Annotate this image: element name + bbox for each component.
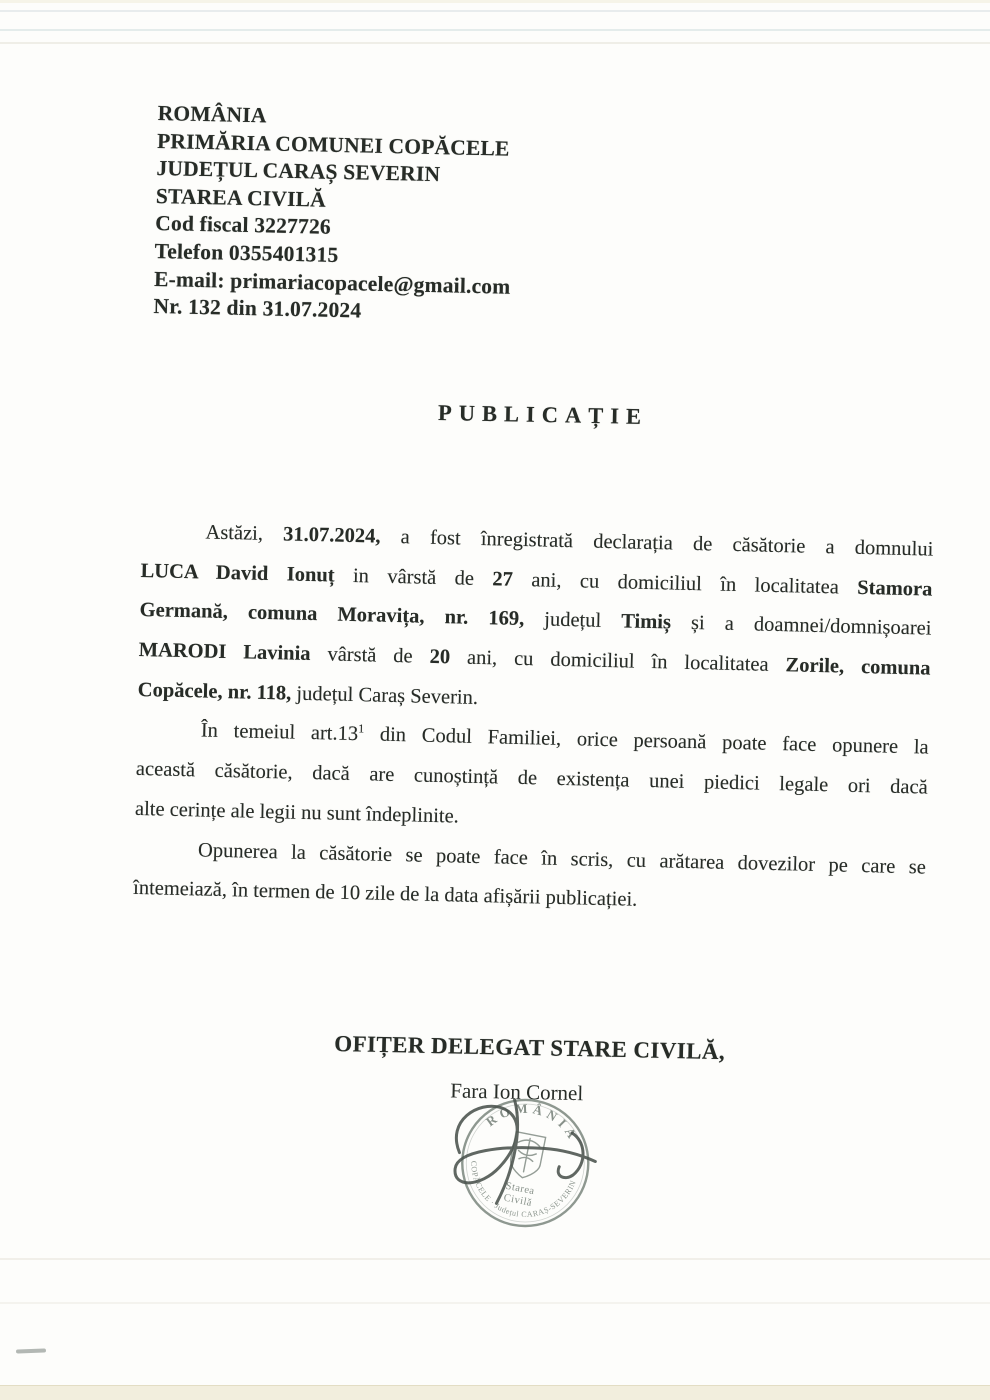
text-segment: și a doamnei/domnișoarei [670, 611, 932, 641]
scan-artifact-line [0, 42, 990, 44]
document-body [133, 512, 934, 927]
text-segment: ani, cu domiciliul în localitatea [512, 568, 858, 599]
text-line: Opunerea la căsătorie se poate face în scris, cu arătarea dovezilor pe care se [197, 838, 927, 879]
text-segment: in vârstă de [334, 564, 493, 590]
text-line: alte cerințe ale legii nu sunt îndeplinite. [134, 797, 460, 828]
stamp-center-text-line2: Civilă [502, 1192, 533, 1209]
text-line: această căsătorie, dacă are cunoștință de existența unei piedici legale ori dacă [135, 758, 928, 799]
header-line-cityhall: PRIMĂRIA COMUNEI COPĂCELE [156, 128, 510, 161]
header-line-email: E-mail: primariacopacele@gmail.com [153, 266, 511, 299]
scan-artifact-line [0, 10, 990, 12]
paragraph-legal-basis [135, 710, 930, 848]
scan-artifact-bottom-strip [0, 1385, 990, 1400]
text-segment-bold: LUCA David Ionuț [140, 559, 335, 587]
header-line-county: JUDEȚUL CARAȘ SEVERIN [156, 156, 441, 187]
header-line-phone: Telefon 0355401315 [154, 238, 339, 267]
stamp-center-text-line1: Starea [504, 1180, 536, 1198]
text-segment-bold: 27 [492, 567, 514, 591]
text-segment-bold: Timiș [620, 610, 672, 634]
header-line-fiscal: Cod fiscal 3227726 [155, 211, 332, 240]
text-segment: În temeiul art.13 [200, 719, 359, 746]
scan-artifact-line [0, 29, 990, 31]
text-segment: ani, cu domiciliul în localitatea [449, 646, 786, 677]
stamp-arc-bottom-text: COPĂCELE · Județul CARAȘ-SEVERIN [469, 1160, 578, 1220]
text-segment-bold: Copăcele, nr. 118, [137, 678, 292, 705]
handwritten-signature [424, 1090, 637, 1224]
text-segment-bold: 20 [429, 645, 451, 669]
text-segment: vârstă de [310, 643, 430, 668]
scan-artifact-top-strip [0, 0, 990, 3]
signatory-name: Fara Ion Cornel [450, 1078, 584, 1106]
text-segment-bold: Germană, comuna Moravița, nr. 169, [139, 599, 525, 631]
signature-stroke [496, 1099, 518, 1203]
signature-block [0, 1024, 990, 1365]
text-segment: din Codul Familiei, orice persoană poate face opunere la [363, 723, 929, 760]
scan-artifact-dash [16, 1348, 46, 1353]
text-segment: județul Caraș Severin. [291, 682, 479, 709]
document-title: PUBLICAȚIE [437, 399, 649, 430]
text-segment-bold: MARODI Lavinia [138, 639, 311, 666]
header-line-office: STAREA CIVILĂ [155, 183, 327, 212]
paragraph-declaration [137, 512, 933, 729]
stamp-arc-top-text: ROMÂNIA [483, 1100, 582, 1145]
text-segment-bold: 31.07.2024, [282, 523, 381, 548]
text-segment: Astăzi, [205, 521, 284, 546]
header-line-country: ROMÂNIA [157, 100, 267, 128]
issuer-header [153, 100, 514, 328]
header-line-regnumber: Nr. 132 din 31.07.2024 [153, 294, 362, 323]
text-segment-bold: Stamora [857, 576, 933, 601]
text-segment: județul [523, 608, 622, 633]
text-line: întemeiază, în termen de 10 zile de la data afișării publicației. [132, 877, 638, 911]
text-segment-bold: Zorile, comuna [785, 654, 931, 680]
text-segment: a fost înregistrată declarația de căsătorie a domnului [380, 525, 934, 561]
signatory-title: OFIȚER DELEGAT STARE CIVILĂ, [334, 1030, 726, 1065]
superscript: 1 [358, 721, 365, 736]
